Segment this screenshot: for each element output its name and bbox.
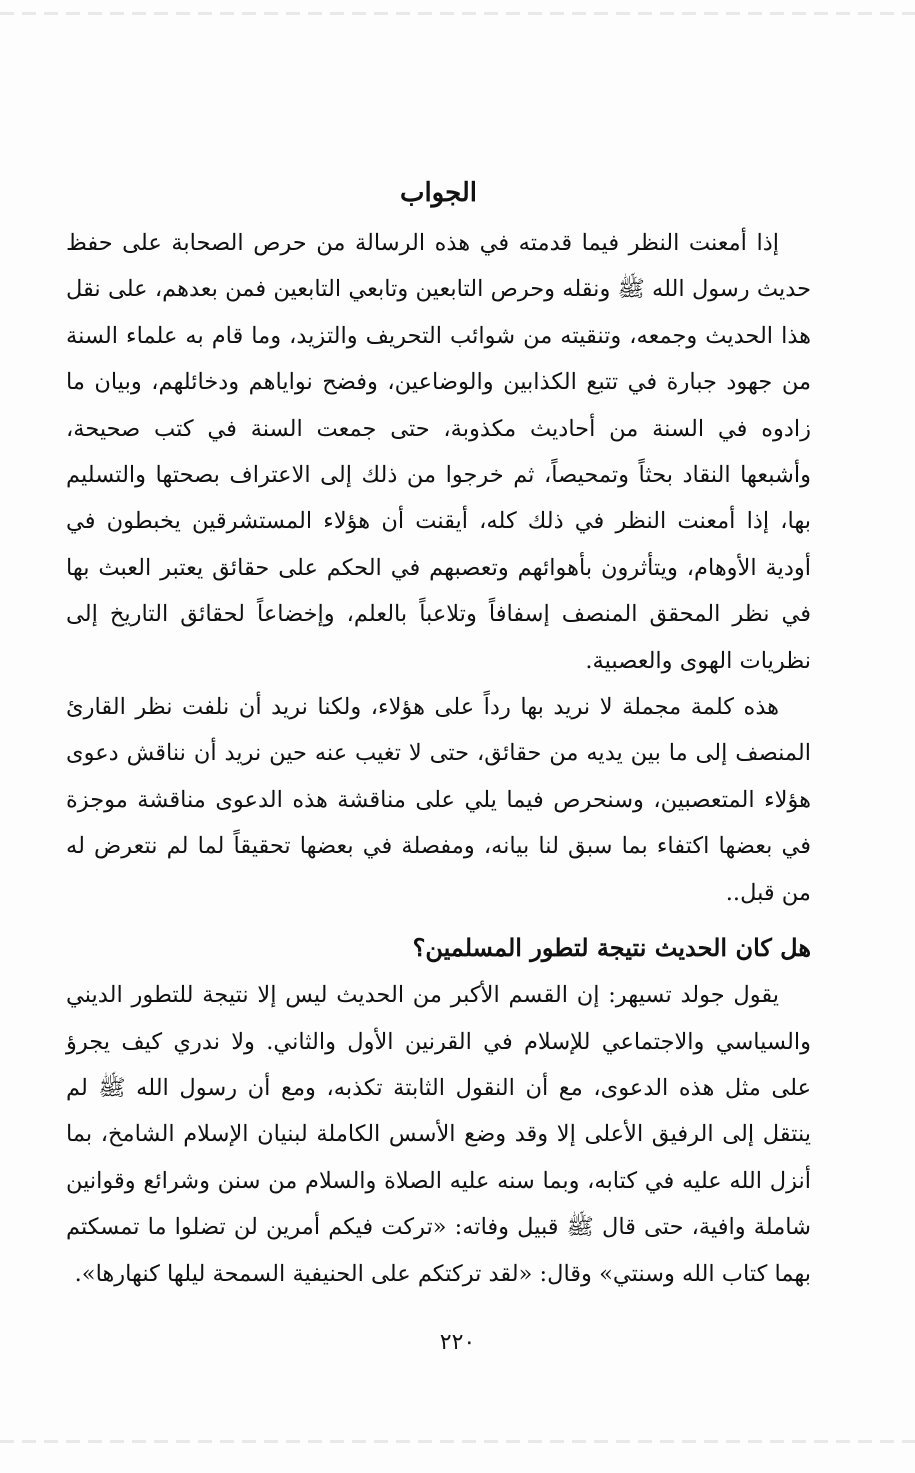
paragraph-answer-2: هذه كلمة مجملة لا نريد بها رداً على هؤلاء، ولكنا نريد أن نلفت نظر القارئ المنصف إلى ما بين يديه من حقائق، حتى لا تغيب عنه حين نريد أن نناقش دعوى هؤلاء المتعصبين، وسنحرص فيما يلي على مناقشة هذه الدعوى مناقشة موجزة في بعضها اكتفاء بما سبق لنا بيانه، ومفصلة في بعضها تحقيقاً لما لم نتعرض له من قبل..: [66, 694, 811, 906]
section-heading: هل كان الحديث نتيجة لتطور المسلمين؟: [412, 933, 811, 963]
scan-artifact-bottom: [0, 1440, 915, 1443]
page-number: ٢٢٠: [439, 1330, 476, 1355]
paragraph-section-1: يقول جولد تسيهر: إن القسم الأكبر من الحديث ليس إلا نتيجة للتطور الديني والسياسي والاجتماعي للإسلام في القرنين الأول والثاني. ولا ندري كيف يجرؤ على مثل هذه الدعوى، مع أن النقول الثابتة تكذبه، ومع أن رسول الله ﷺ لم ينتقل إلى الرفيق الأعلى إلا وقد وضع الأسس الكاملة لبنيان الإسلام الشامخ، بما أنزل الله عليه في كتابه، وبما سنه عليه الصلاة والسلام من سنن وشرائع وقوانين شاملة وافية، حتى قال ﷺ قبيل وفاته: «تركت فيكم أمرين لن تضلوا ما تمسكتم بهما كتاب الله وسنتي» وقال: «لقد تركتكم على الحنيفية السمحة ليلها كنهارها».: [66, 982, 811, 1287]
page-title: الجواب: [399, 178, 478, 208]
paragraph-answer-1: إذا أمعنت النظر فيما قدمته في هذه الرسالة من حرص الصحابة على حفظ حديث رسول الله ﷺ ونقله وحرص التابعين وتابعي التابعين فمن بعدهم، على نقل هذا الحديث وجمعه، وتنقيته من شوائب التحريف والتزيد، وما قام به علماء السنة من جهود جبارة في تتبع الكذابين والوضاعين، وفضح نواياهم ودخائلهم، وبيان ما زادوه في السنة من أحاديث مكذوبة، حتى جمعت السنة في كتب صحيحة، وأشبعها النقاد بحثاً وتمحيصاً، ثم خرجوا من ذلك إلى الاعتراف بصحتها والتسليم بها، إذا أمعنت النظر في ذلك كله، أيقنت أن هؤلاء المستشرقين يخبطون في أودية الأوهام، ويتأثرون بأهوائهم وتعصبهم في الحكم على حقائق يعتبر العبث بها في نظر المحقق المنصف إسفافاً وتلاعباً بالعلم، وإخضاعاً لحقائق التاريخ إلى نظريات الهوى والعصبية.: [66, 230, 811, 674]
page-content: [66, 170, 811, 1297]
scan-artifact-top: [0, 12, 915, 15]
